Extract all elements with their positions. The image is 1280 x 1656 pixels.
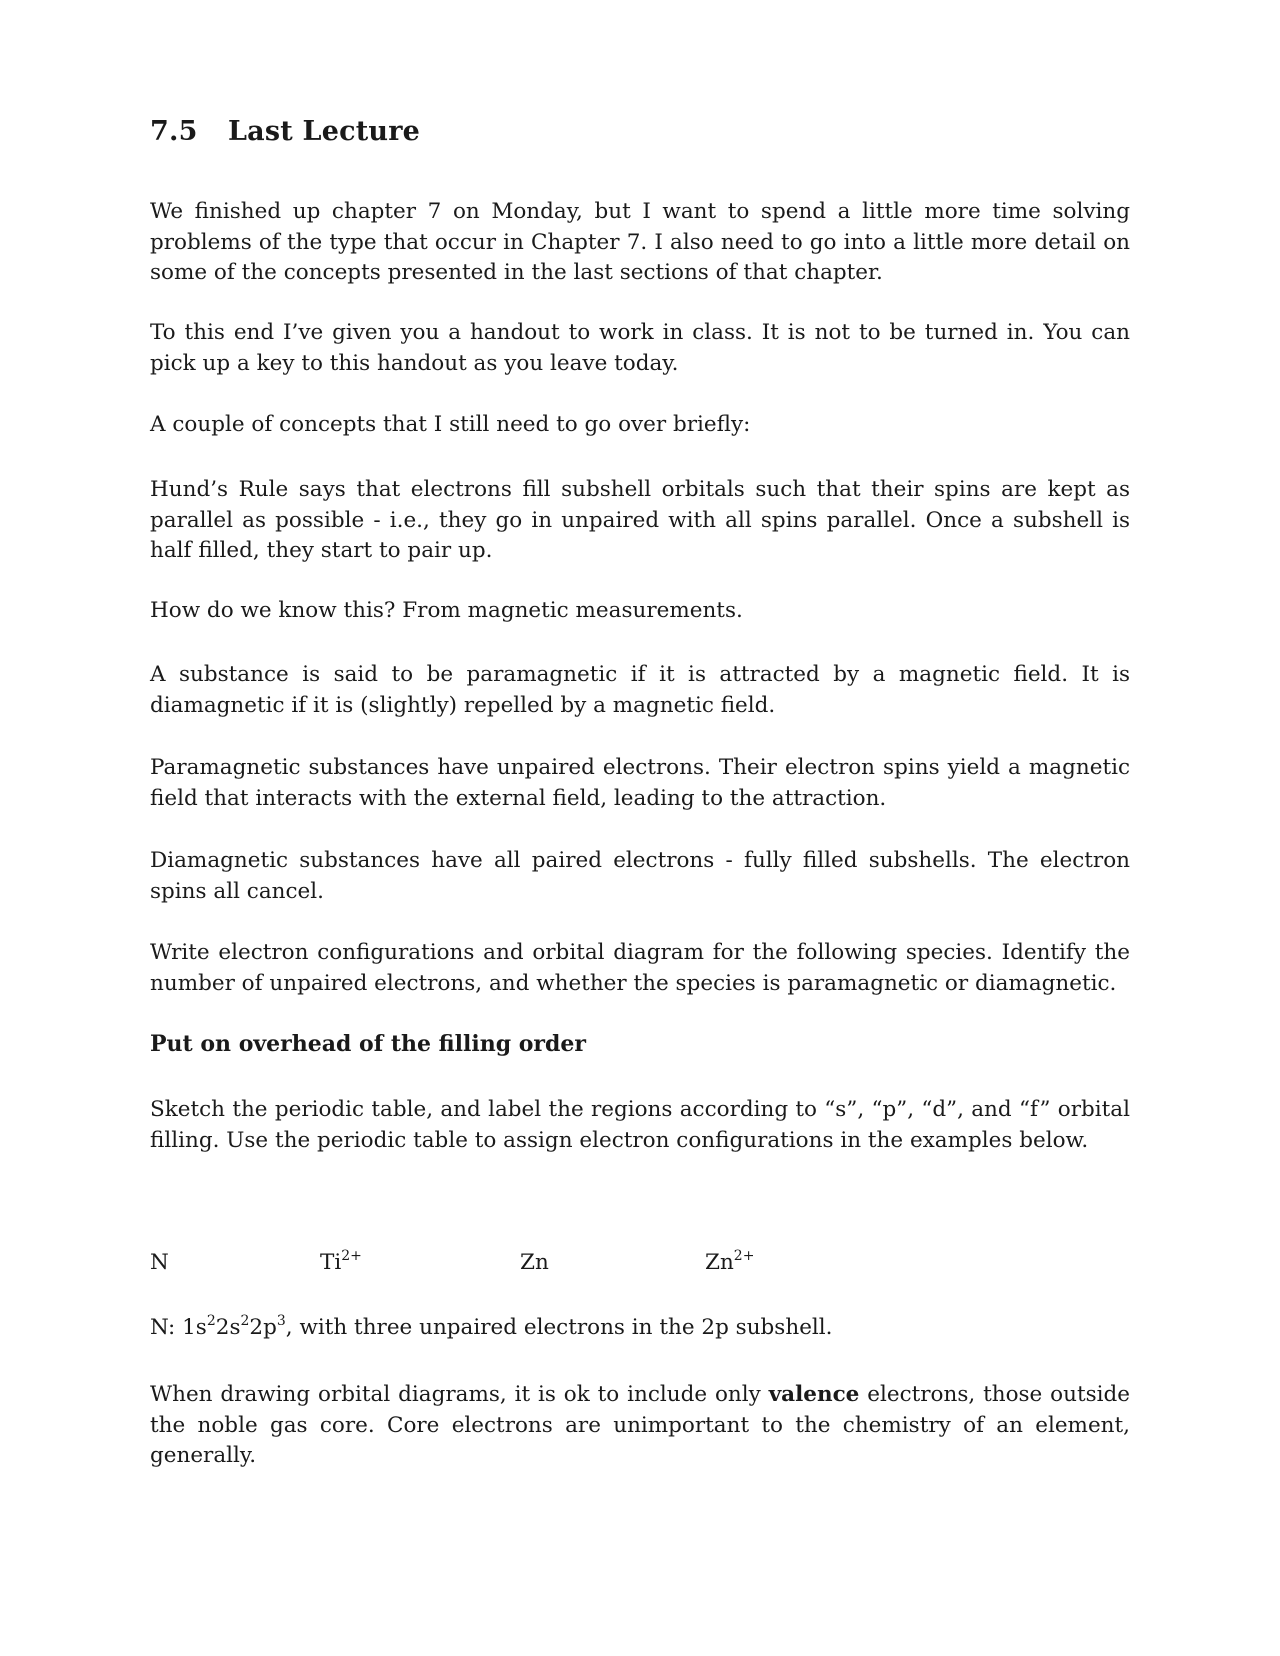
section-title: Last Lecture bbox=[228, 116, 421, 147]
overhead-note: Put on overhead of the filling order bbox=[150, 1031, 586, 1057]
nitrogen-configuration: N: $1s^22s^22p^3$, with three unpaired electrons in the 2p subshell. bbox=[150, 1313, 833, 1340]
paragraph-magnetic-measurements: How do we know this? From magnetic measurements. bbox=[150, 598, 743, 623]
species-zinc-ion: $Zn^{2+}$ bbox=[705, 1248, 755, 1275]
paragraph-instructions: Write electron configurations and orbital diagram for the following species. Identify the number of unpaired electrons, and whether the species is paramagnetic or diamagnetic. bbox=[150, 940, 1130, 996]
paragraph-handout: To this end I’ve given you a handout to work in class. It is not to be turned in. You can pick up a key to this handout as you leave today. bbox=[150, 320, 1130, 376]
species-titanium-ion: $Ti^{2+}$ bbox=[320, 1248, 362, 1275]
paragraph-paramagnetic-definition: A substance is said to be paramagnetic if it is attracted by a magnetic field. It is diamagnetic if it is (slightly) repelled by a magnetic field. bbox=[150, 662, 1130, 718]
paragraph-concepts: A couple of concepts that I still need to go over briefly: bbox=[150, 412, 751, 437]
paragraph-paramagnetic-substances: Paramagnetic substances have unpaired electrons. Their electron spins yield a magnetic field that interacts with the external field, leading to the attraction. bbox=[150, 755, 1130, 811]
species-zinc: Zn bbox=[520, 1250, 549, 1275]
paragraph-valence-note: When drawing orbital diagrams, it is ok to include only valence electrons, those outside the noble gas core. Core electrons are unimportant to the chemistry of an element, generally. bbox=[150, 1382, 1130, 1468]
section-number: 7.5 bbox=[150, 116, 198, 147]
species-nitrogen: N bbox=[150, 1250, 169, 1275]
paragraph-diamagnetic-substances: Diamagnetic substances have all paired electrons - fully filled subshells. The electron spins all cancel. bbox=[150, 848, 1130, 904]
paragraph-periodic-table: Sketch the periodic table, and label the regions according to “s”, “p”, “d”, and “f” orbital filling. Use the periodic table to assign electron configurations in the examples below. bbox=[150, 1097, 1130, 1153]
paragraph-intro: We finished up chapter 7 on Monday, but I want to spend a little more time solving problems of the type that occur in Chapter 7. I also need to go into a little more detail on some of the concepts presented in the last sections of that chapter. bbox=[150, 199, 1130, 285]
species-list bbox=[150, 1250, 1130, 1282]
section-heading bbox=[150, 116, 420, 147]
paragraph-hunds-rule: Hund’s Rule says that electrons fill subshell orbitals such that their spins are kept as parallel as possible - i.e., they go in unpaired with all spins parallel. Once a subshell is half filled, they start to pair up. bbox=[150, 477, 1130, 563]
valence-emphasis: valence bbox=[768, 1382, 860, 1407]
